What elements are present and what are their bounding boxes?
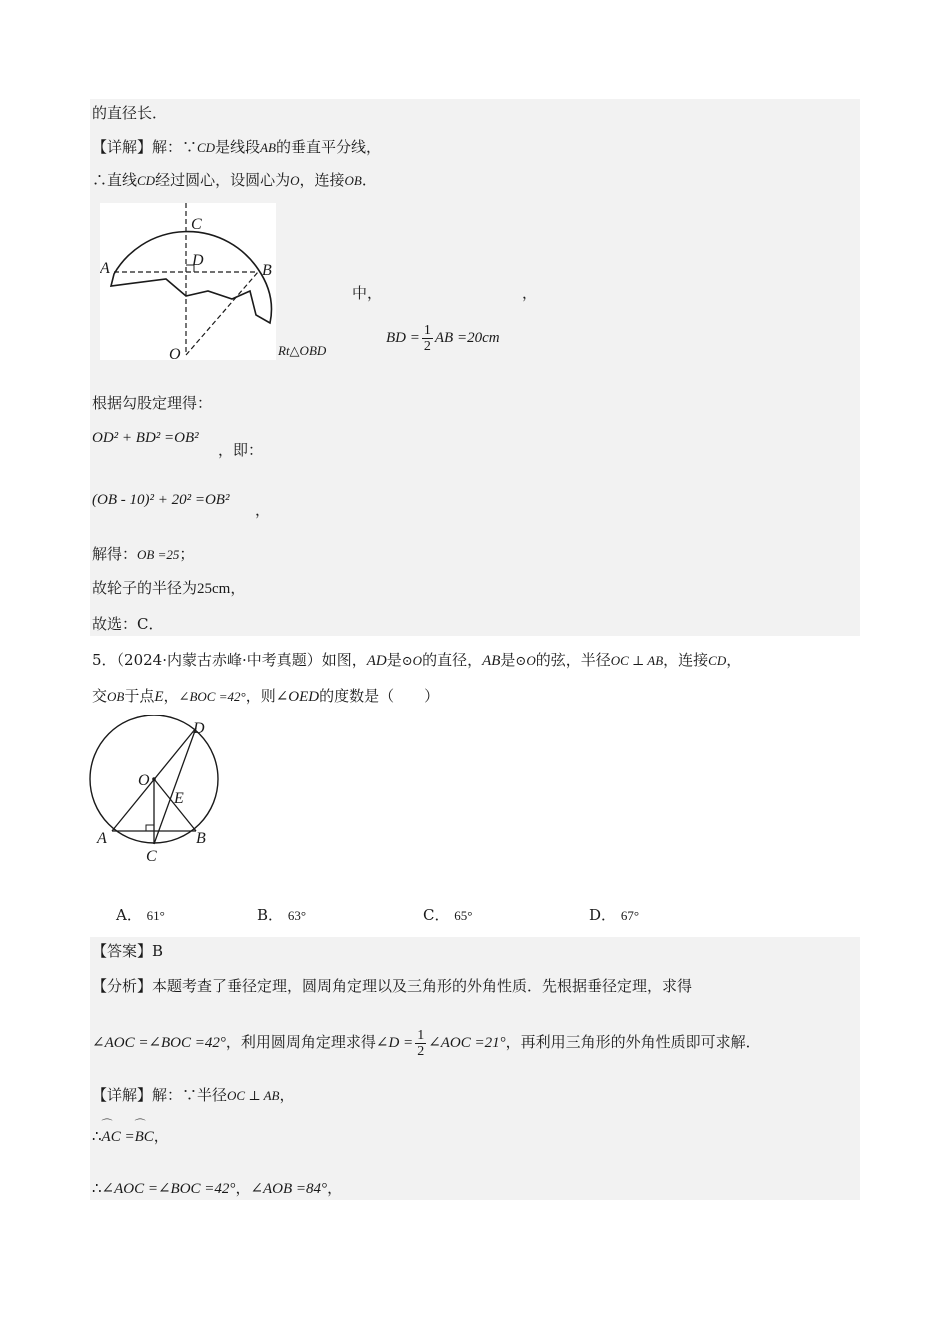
text: ， bbox=[327, 1179, 343, 1197]
label-b: B bbox=[196, 830, 206, 847]
math: BD = bbox=[386, 330, 420, 346]
math: CD bbox=[197, 140, 216, 155]
text: 于点 bbox=[124, 687, 155, 705]
math: ∠AOC =∠BOC =42° bbox=[101, 1181, 236, 1197]
option-a[interactable] bbox=[116, 904, 165, 925]
label-a: A bbox=[97, 830, 107, 847]
math: ⊙O bbox=[515, 653, 536, 668]
label-e: E bbox=[174, 790, 184, 807]
text: ， bbox=[726, 651, 742, 669]
option-value: 65° bbox=[454, 908, 473, 923]
text: ，再利用三角形的外角性质即可求解． bbox=[505, 1033, 761, 1051]
detail-line bbox=[92, 1085, 294, 1106]
text-line bbox=[92, 170, 377, 191]
text: 交 bbox=[92, 687, 108, 705]
numerator: 1 bbox=[417, 1027, 425, 1043]
text: 故轮子的半径为 bbox=[92, 579, 198, 597]
text-line: 的直径长． bbox=[92, 104, 168, 122]
text: ，利用圆周角定理求得 bbox=[225, 1033, 376, 1051]
math: ∠OED bbox=[275, 689, 320, 705]
text: 【详解】解：∵ bbox=[92, 138, 198, 156]
text: ∴ bbox=[92, 1127, 102, 1145]
option-b[interactable] bbox=[257, 904, 306, 925]
text: 的直径， bbox=[422, 651, 483, 669]
denominator: 2 bbox=[423, 338, 431, 354]
option-value: 67° bbox=[620, 908, 640, 923]
question-5-line-1 bbox=[92, 650, 741, 671]
math: O bbox=[290, 173, 300, 188]
text: ； bbox=[179, 545, 195, 563]
text-line: 故选：C． bbox=[92, 615, 164, 633]
text-line bbox=[92, 544, 194, 565]
math: OB bbox=[344, 173, 362, 188]
option-value: 63° bbox=[287, 908, 307, 923]
numerator: 1 bbox=[423, 322, 431, 338]
text: ∴ bbox=[92, 1179, 102, 1197]
math: Rt△OBD bbox=[278, 343, 327, 358]
text: ，连接 bbox=[663, 651, 709, 669]
arc-bc: ⌒ BC bbox=[135, 1127, 154, 1147]
text: 的弦，半径 bbox=[535, 651, 611, 669]
label-a: A bbox=[100, 260, 110, 277]
text-line: 根据勾股定理得： bbox=[92, 394, 213, 412]
text: 【详解】解：∵半径 bbox=[92, 1086, 228, 1104]
text: ． bbox=[361, 171, 377, 189]
text-line bbox=[92, 137, 381, 158]
question-5-line-2 bbox=[92, 686, 439, 707]
option-letter: A． bbox=[116, 906, 142, 924]
text-line: ， bbox=[255, 501, 271, 519]
text-line bbox=[92, 578, 245, 599]
math: (OB - 10)² + 20² =OB² bbox=[92, 492, 230, 508]
fraction bbox=[422, 323, 433, 354]
math: ∠AOC =∠BOC =42° bbox=[92, 1035, 226, 1051]
math: OC ⊥ AB bbox=[227, 1088, 280, 1103]
math: OC ⊥ AB bbox=[610, 653, 664, 668]
text: 是 bbox=[386, 651, 402, 669]
text-line: ， bbox=[522, 284, 538, 302]
option-letter: C． bbox=[423, 906, 450, 924]
text: ∴直线 bbox=[92, 171, 138, 189]
text: ， bbox=[230, 579, 246, 597]
text: ， bbox=[153, 1127, 169, 1145]
option-letter: D． bbox=[589, 906, 617, 924]
equation-line bbox=[92, 427, 199, 448]
equation-line bbox=[92, 489, 229, 510]
math: CD bbox=[708, 653, 727, 668]
math: AB =20cm bbox=[434, 330, 500, 346]
math: ∠BOC =42° bbox=[178, 689, 246, 704]
bd-equation bbox=[386, 318, 500, 357]
math: OB bbox=[107, 689, 125, 704]
label-d: D bbox=[193, 720, 205, 737]
text: 经过圆心，设圆心为 bbox=[155, 171, 291, 189]
angle-line bbox=[92, 1178, 342, 1199]
math: ⊙O bbox=[401, 653, 423, 668]
text: ， bbox=[235, 1179, 251, 1197]
math: 25cm bbox=[197, 581, 231, 597]
math: OD² + BD² =OB² bbox=[92, 430, 199, 446]
denominator: 2 bbox=[417, 1043, 425, 1059]
text: ，则 bbox=[245, 687, 276, 705]
label-o: O bbox=[138, 772, 150, 789]
option-c[interactable] bbox=[423, 904, 472, 925]
text-line: ，即： bbox=[218, 441, 264, 459]
answer-line: 【答案】B bbox=[92, 942, 164, 960]
math: E bbox=[154, 689, 164, 705]
math: = bbox=[120, 1129, 135, 1145]
fraction bbox=[415, 1028, 426, 1059]
math: AB bbox=[482, 653, 501, 669]
label-c: C bbox=[191, 216, 202, 233]
wheel-figure bbox=[100, 203, 276, 360]
analysis-line: 【分析】本题考查了垂径定理，圆周角定理以及三角形的外角性质．先根据垂径定理，求得 bbox=[92, 977, 693, 995]
text: 解得： bbox=[92, 545, 138, 563]
rt-triangle-label bbox=[278, 340, 326, 361]
text-line: 中， bbox=[352, 284, 383, 302]
math: ∠AOB =84° bbox=[250, 1181, 328, 1197]
math: AD bbox=[366, 653, 387, 669]
text: 是 bbox=[500, 651, 516, 669]
math: OB =25 bbox=[137, 547, 180, 562]
label-d: D bbox=[192, 252, 204, 269]
label-o: O bbox=[169, 346, 181, 360]
option-d[interactable] bbox=[589, 904, 639, 925]
text: 是线段 bbox=[215, 138, 261, 156]
circle-figure bbox=[88, 715, 228, 870]
text: 的度数是（ ） bbox=[319, 687, 440, 705]
text: ， bbox=[163, 687, 179, 705]
option-letter: B． bbox=[257, 906, 284, 924]
option-value: 61° bbox=[146, 908, 165, 923]
arc-ac: ⌒ AC bbox=[102, 1127, 121, 1147]
text: ，连接 bbox=[299, 171, 345, 189]
text: 5．（2024·内蒙古赤峰·中考真题）如图， bbox=[92, 651, 367, 669]
analysis-equation-line bbox=[92, 1022, 761, 1063]
label-c: C bbox=[146, 848, 157, 865]
arc-equality-line bbox=[92, 1126, 169, 1147]
text: 的垂直平分线， bbox=[275, 138, 381, 156]
math: ∠AOC =21° bbox=[428, 1035, 506, 1051]
math: CD bbox=[137, 173, 156, 188]
label-b: B bbox=[262, 262, 272, 279]
math: AB bbox=[260, 140, 276, 155]
text: ， bbox=[279, 1086, 295, 1104]
math: ∠D = bbox=[375, 1035, 414, 1051]
